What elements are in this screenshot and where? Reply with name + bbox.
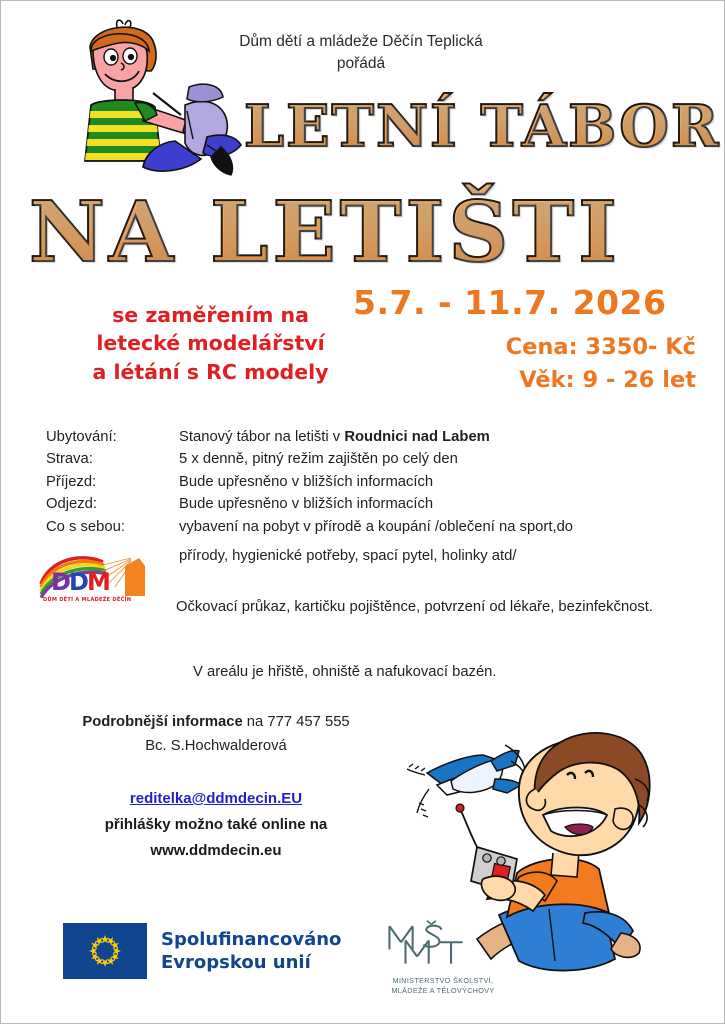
details-label: Co s sebou:	[46, 518, 125, 535]
links-block	[41, 786, 391, 863]
details-row	[46, 448, 686, 470]
ddm-logo-caption: DŮM DĚTÍ A MLÁDEŽE DĚČÍN	[43, 597, 132, 603]
msmt-logo-caption	[363, 976, 523, 995]
email-link[interactable]: reditelka@ddmdecin.EU	[129, 790, 303, 807]
focus-line-2: letecké modelářství	[96, 331, 325, 356]
details-value: Bude upřesněno v bližších informacích	[179, 496, 434, 513]
organiser-line-2: pořádá	[336, 55, 386, 72]
svg-text:M: M	[87, 568, 111, 596]
price-and-age-block	[506, 331, 696, 396]
camp-price: Cena: 3350- Kč	[505, 334, 696, 360]
contact-info-line	[41, 711, 391, 735]
camp-age-range: Věk: 9 - 26 let	[519, 366, 696, 393]
contact-person: Bc. S.Hochwalderová	[145, 737, 287, 754]
online-signup-note: přihlášky možno také online na	[104, 815, 328, 833]
details-value-highlight: Roudnici nad Labem	[344, 429, 490, 445]
organiser-text	[181, 31, 541, 75]
msmt-logo	[363, 919, 523, 995]
details-list	[46, 426, 686, 538]
details-value: Bude upřesněno v bližších informacích	[179, 473, 434, 490]
details-value	[179, 426, 686, 448]
details-value: 5 x denně, pitný režim zajištěn po celý den	[179, 451, 458, 468]
page-title-line-2: NA LETIŠTI	[29, 183, 621, 281]
area-note: V areálu je hřiště, ohniště a nafukovací bazén.	[193, 664, 497, 680]
msmt-mark-icon	[363, 919, 523, 969]
details-row	[46, 493, 686, 515]
svg-text:D: D	[69, 568, 89, 596]
contact-block	[41, 711, 391, 759]
details-row	[46, 471, 686, 493]
details-label: Odjezd:	[46, 496, 97, 513]
details-row	[46, 516, 686, 538]
camp-focus-text	[63, 301, 358, 386]
details-value: vybavení na pobyt v přírodě a koupání /oblečení na sport,do	[179, 518, 574, 535]
details-wrap-line: přírody, hygienické potřeby, spací pytel, holinky atd/	[179, 548, 517, 564]
msmt-caption-line-1: MINISTERSTVO ŠKOLSTVÍ,	[392, 976, 494, 985]
website-url[interactable]: www.ddmdecin.eu	[150, 841, 282, 859]
eu-cofunding-text	[161, 928, 341, 974]
organiser-line-1: Dům dětí a mládeže Děčín Teplická	[239, 33, 483, 50]
contact-phone: na 777 457 555	[242, 714, 350, 730]
details-row	[46, 426, 686, 448]
camp-date: 5.7. - 11.7. 2026	[353, 283, 667, 322]
msmt-caption-line-2: MLÁDEŽE A TĚLOVÝCHOVY	[391, 985, 495, 995]
page-title-line-1: LETNÍ TÁBOR	[244, 93, 721, 160]
ddm-logo	[37, 550, 149, 604]
details-label: Ubytování:	[46, 429, 117, 445]
focus-line-3: a létání s RC modely	[92, 359, 329, 384]
eu-text-line-2: Evropskou unií	[161, 952, 311, 973]
focus-line-1: se zaměřením na	[112, 303, 309, 327]
details-label: Příjezd:	[46, 473, 97, 490]
details-label: Strava:	[46, 451, 93, 468]
contact-info-label: Podrobnější informace	[82, 714, 243, 730]
eu-cofunding-logo	[63, 923, 341, 979]
eu-flag-icon	[63, 923, 147, 979]
eu-text-line-1: Spolufinancováno	[161, 928, 342, 950]
svg-text:D: D	[51, 568, 71, 596]
vaccine-note: Očkovací průkaz, kartičku pojištěnce, potvrzení od lékaře, bezinfekčnost.	[176, 599, 654, 615]
details-value-prefix: Stanový tábor na letišti v	[179, 429, 345, 445]
